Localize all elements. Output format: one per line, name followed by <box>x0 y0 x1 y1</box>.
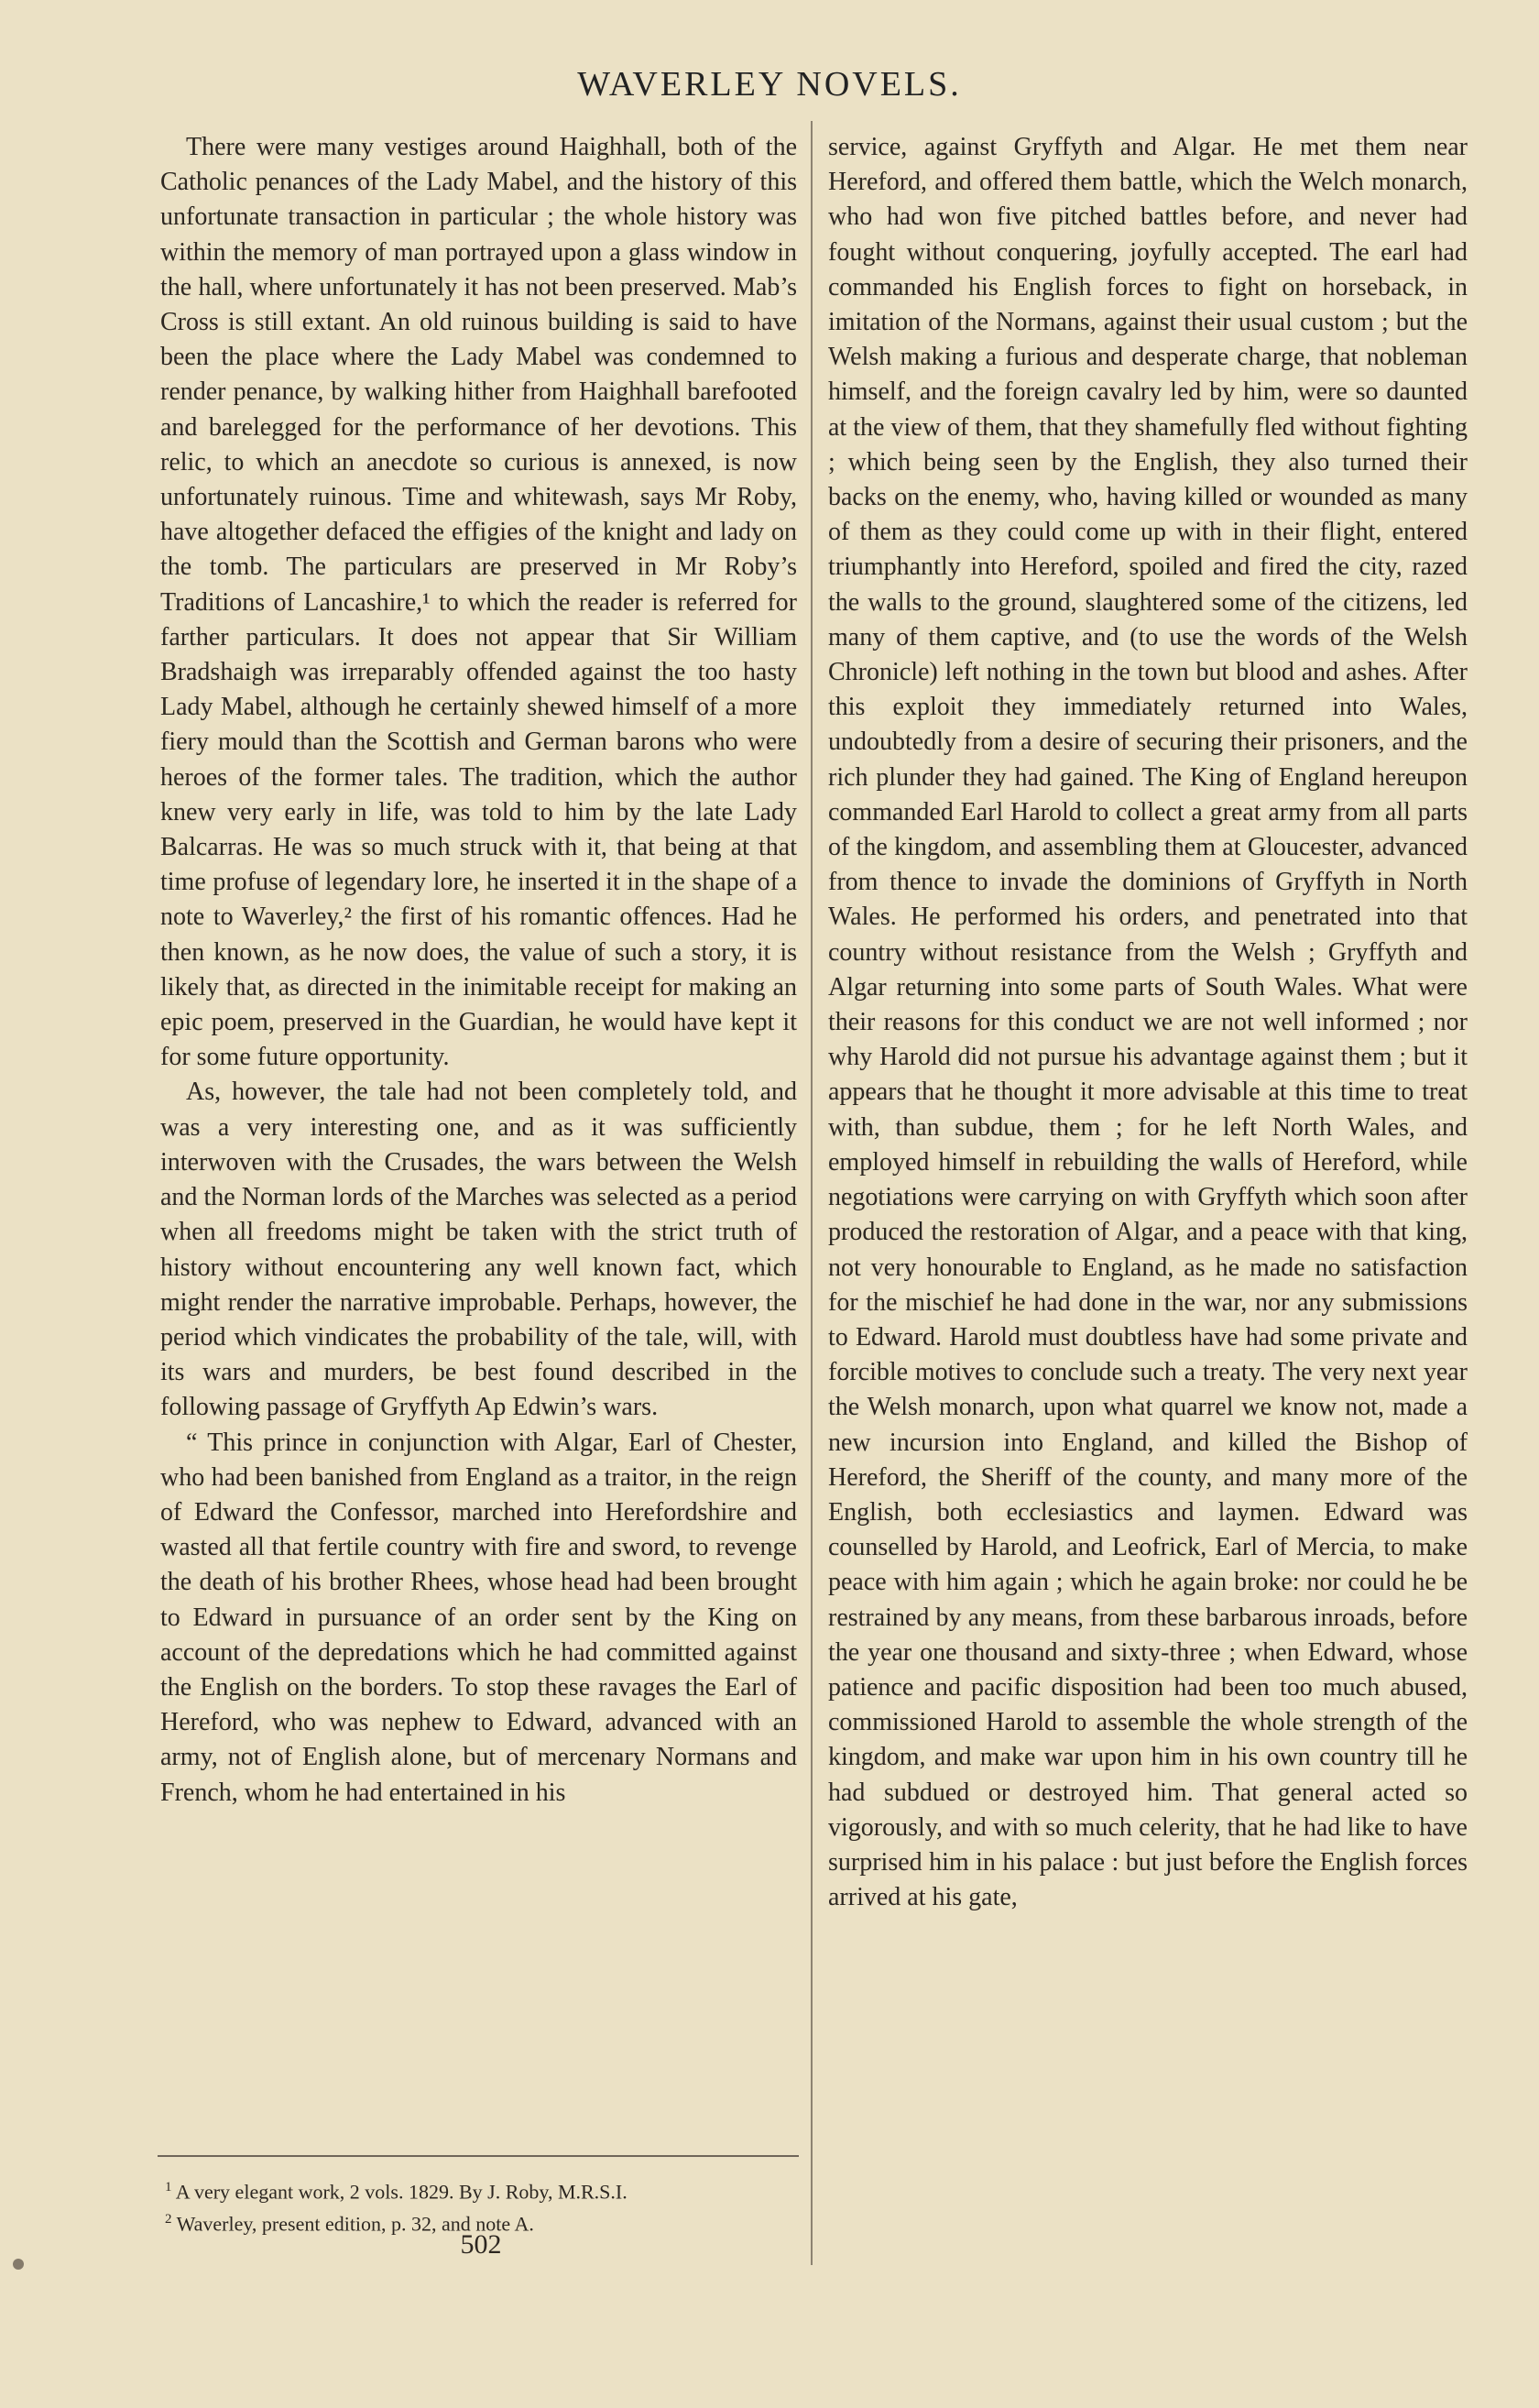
column-divider <box>811 121 813 2265</box>
page-header-title: WAVERLEY NOVELS. <box>577 65 962 104</box>
paragraph: service, against Gryffyth and Algar. He met them near Hereford, and offered them battle, which the Welch monarch, who had won five pitched battles before, and never had fought without conquering, joyfully accepted. The earl had commanded his English forces to fight on horseback, in imitation of the Normans, against their usual custom ; but the Welsh making a furious and desperate charge, that nobleman himself, and the foreign cavalry led by him, were so daunted at the view of them, that they shamefully fled without fighting ; which being seen by the English, they also turned their backs on the enemy, who, having killed or wounded as many of them as they could come up with in their flight, entered triumphantly into Hereford, spoiled and fired the city, razed the walls to the ground, slaughtered some of the citizens, led many of them captive, and (to use the words of the Welsh Chronicle) left nothing in the town but blood and ashes. After this exploit they immediately returned into Wales, undoubtedly from a desire of securing their prisoners, and the rich plunder they had gained. The King of England hereupon commanded Earl Harold to collect a great army from all parts of the kingdom, and assembling them at Gloucester, advanced from thence to invade the dominions of Gryffyth in North Wales. He performed his orders, and penetrated into that country without resistance from the Welsh ; Gryffyth and Algar returning into some parts of South Wales. What were their reasons for this conduct we are not well informed ; nor why Harold did not pursue his advantage against them ; but it appears that he thought it more advisable at this time to treat with, than subdue, them ; for he left North Wales, and employed himself in rebuilding the walls of Hereford, while negotiations were carrying on with Gryffyth which soon after produced the restoration of Algar, and a peace with that king, not very honourable to England, as he made no satisfaction for the mischief he had done in the war, nor any submissions to Edward. Harold must doubtless have had some private and forcible motives to conclude such a treaty. The very next year the Welsh monarch, upon what quarrel we know not, made a new incursion into England, and killed the Bishop of Hereford, the Sheriff of the county, and many more of the English, both ecclesiastics and laymen. Edward was counselled by Harold, and Leofrick, Earl of Mercia, to make peace with him again ; which he again broke: nor could he be restrained by any means, from these barbarous inroads, before the year one thousand and sixty-three ; when Edward, whose patience and pacific disposition had been too much abused, commissioned Harold to assemble the whole strength of the kingdom, and make war upon him in his own country till he had subdued or destroyed him. That general acted so vigorously, and with so much celerity, that he had like to have surprised him in his palace : but just before the English forces arrived at his gate, <box>828 133 1468 1912</box>
paragraph: As, however, the tale had not been completely told, and was a very interesting one, and as it was sufficiently interwoven with the Crusades, the wars between the Welsh and the Norman lords of the Marches was selected as a period when all freedoms might be taken with the strict truth of history without encountering any well known fact, which might render the narrative improbable. Perhaps, however, the period which vindicates the probability of the tale, will, with its wars and murders, be best found described in the following passage of Gryffyth Ap Edwin’s wars. <box>160 1078 797 1422</box>
footnote-marker: 2 <box>165 2212 172 2227</box>
page-number: 502 <box>460 2229 502 2260</box>
paragraph: There were many vestiges around Haighhall, both of the Catholic penances of the Lady Mabel, and the history of this unfortunate transaction in particular ; the whole history was within the memory of man portrayed upon a glass window in the hall, where unfortunately it has not been preserved. Mab’s Cross is still extant. An old ruinous building is said to have been the place where the Lady Mabel was condemned to render penance, by walking hither from Haighhall barefooted and barelegged for the performance of her devotions. This relic, to which an anecdote so curious is annexed, is now unfortunately ruinous. Time and whitewash, says Mr Roby, have altogether defaced the effigies of the knight and lady on the tomb. The particulars are preserved in Mr Roby’s Traditions of Lancashire,¹ to which the reader is referred for farther particulars. It does not appear that Sir William Bradshaigh was irreparably offended against the too hasty Lady Mabel, although he certainly shewed himself of a more fiery mould than the Scottish and German barons who were heroes of the former tales. The tradition, which the author knew very early in life, was told to him by the late Lady Balcarras. He was so much struck with it, that being at that time profuse of legendary lore, he inserted it in the shape of a note to Waverley,² the first of his romantic offences. Had he then known, as he now does, the value of such a story, it is likely that, as directed in the inimitable receipt for making an epic poem, preserved in the Guardian, he would have kept it for some future opportunity. <box>160 133 797 1072</box>
left-text-column <box>160 130 797 1811</box>
paragraph: “ This prince in conjunction with Algar, Earl of Chester, who had been banished from England as a traitor, in the reign of Edward the Confessor, marched into Herefordshire and wasted all that fertile country with fire and sword, to revenge the death of his brother Rhees, whose head had been brought to Edward in pursuance of an order sent by the King on account of the depredations which he had committed against the English on the borders. To stop these ravages the Earl of Hereford, who was nephew to Edward, advanced with an army, not of English alone, but of mercenary Normans and French, whom he had entertained in his <box>160 1428 797 1807</box>
footnote-text: Waverley, present edition, p. 32, and note A. <box>176 2212 534 2236</box>
footnote <box>165 2173 797 2206</box>
ink-blot <box>13 2259 24 2270</box>
footnote-marker: 1 <box>165 2180 172 2195</box>
footnote-divider <box>158 2155 799 2157</box>
footnote-text: A very elegant work, 2 vols. 1829. By J. Roby, M.R.S.I. <box>175 2180 628 2204</box>
right-text-column <box>828 130 1468 1915</box>
